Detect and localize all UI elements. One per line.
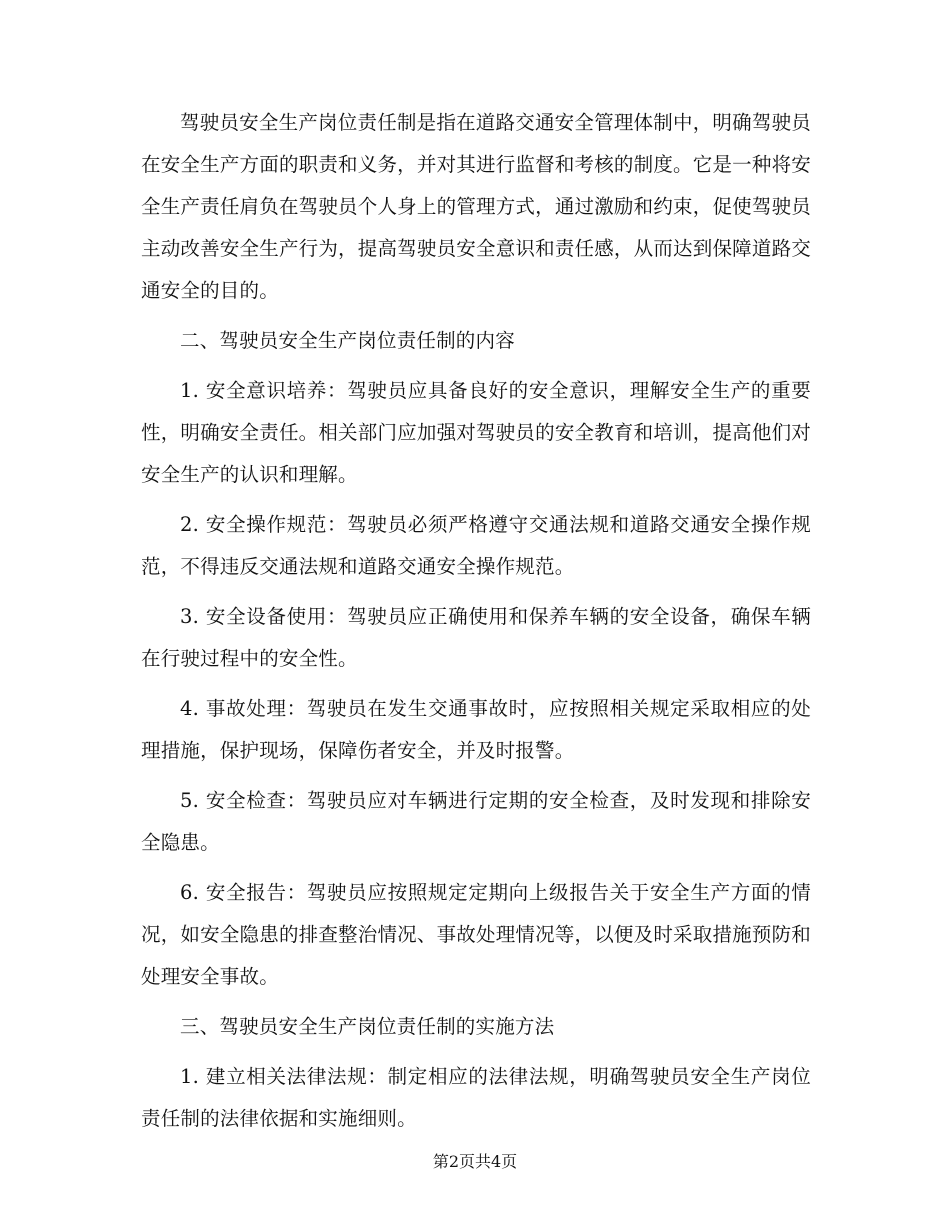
list-item-operation-rules: 2. 安全操作规范：驾驶员必须严格遵守交通法规和道路交通安全操作规范，不得违反交通法规和道路交通安全操作规范。 — [141, 513, 811, 578]
body-paragraph-intro: 驾驶员安全生产岗位责任制是指在道路交通安全管理体制中，明确驾驶员在安全生产方面的职责和义务，并对其进行监督和考核的制度。它是一种将安全生产责任肩负在驾驶员个人身上的管理方式，通过激励和约束，促使驾驶员主动改善安全生产行为，提高驾驶员安全意识和责任感，从而达到保障道路交通安全的目的。 — [141, 111, 811, 302]
list-item-safety-awareness: 1. 安全意识培养：驾驶员应具备良好的安全意识，理解安全生产的重要性，明确安全责任。相关部门应加强对驾驶员的安全教育和培训，提高他们对安全生产的认识和理解。 — [141, 379, 811, 486]
section-heading-implementation: 三、驾驶员安全生产岗位责任制的实施方法 — [180, 1015, 555, 1038]
list-item-safety-report: 6. 安全报告：驾驶员应按照规定定期向上级报告关于安全生产方面的情况，如安全隐患的排查整治情况、事故处理情况等，以便及时采取措施预防和处理安全事故。 — [141, 881, 811, 988]
list-item-accident-handling: 4. 事故处理：驾驶员在发生交通事故时，应按照相关规定采取相应的处理措施，保护现场，保障伤者安全，并及时报警。 — [141, 697, 811, 762]
list-item-safety-equipment: 3. 安全设备使用：驾驶员应正确使用和保养车辆的安全设备，确保车辆在行驶过程中的安全性。 — [141, 605, 811, 670]
page-footer: 第2页共4页 — [432, 1152, 518, 1171]
document-body — [141, 102, 811, 1148]
section-heading-content: 二、驾驶员安全生产岗位责任制的内容 — [180, 329, 515, 352]
list-item-laws-regulations: 1. 建立相关法律法规：制定相应的法律法规，明确驾驶员安全生产岗位责任制的法律依据和实施细则。 — [141, 1065, 811, 1130]
list-item-safety-inspection: 5. 安全检查：驾驶员应对车辆进行定期的安全检查，及时发现和排除安全隐患。 — [141, 789, 811, 854]
